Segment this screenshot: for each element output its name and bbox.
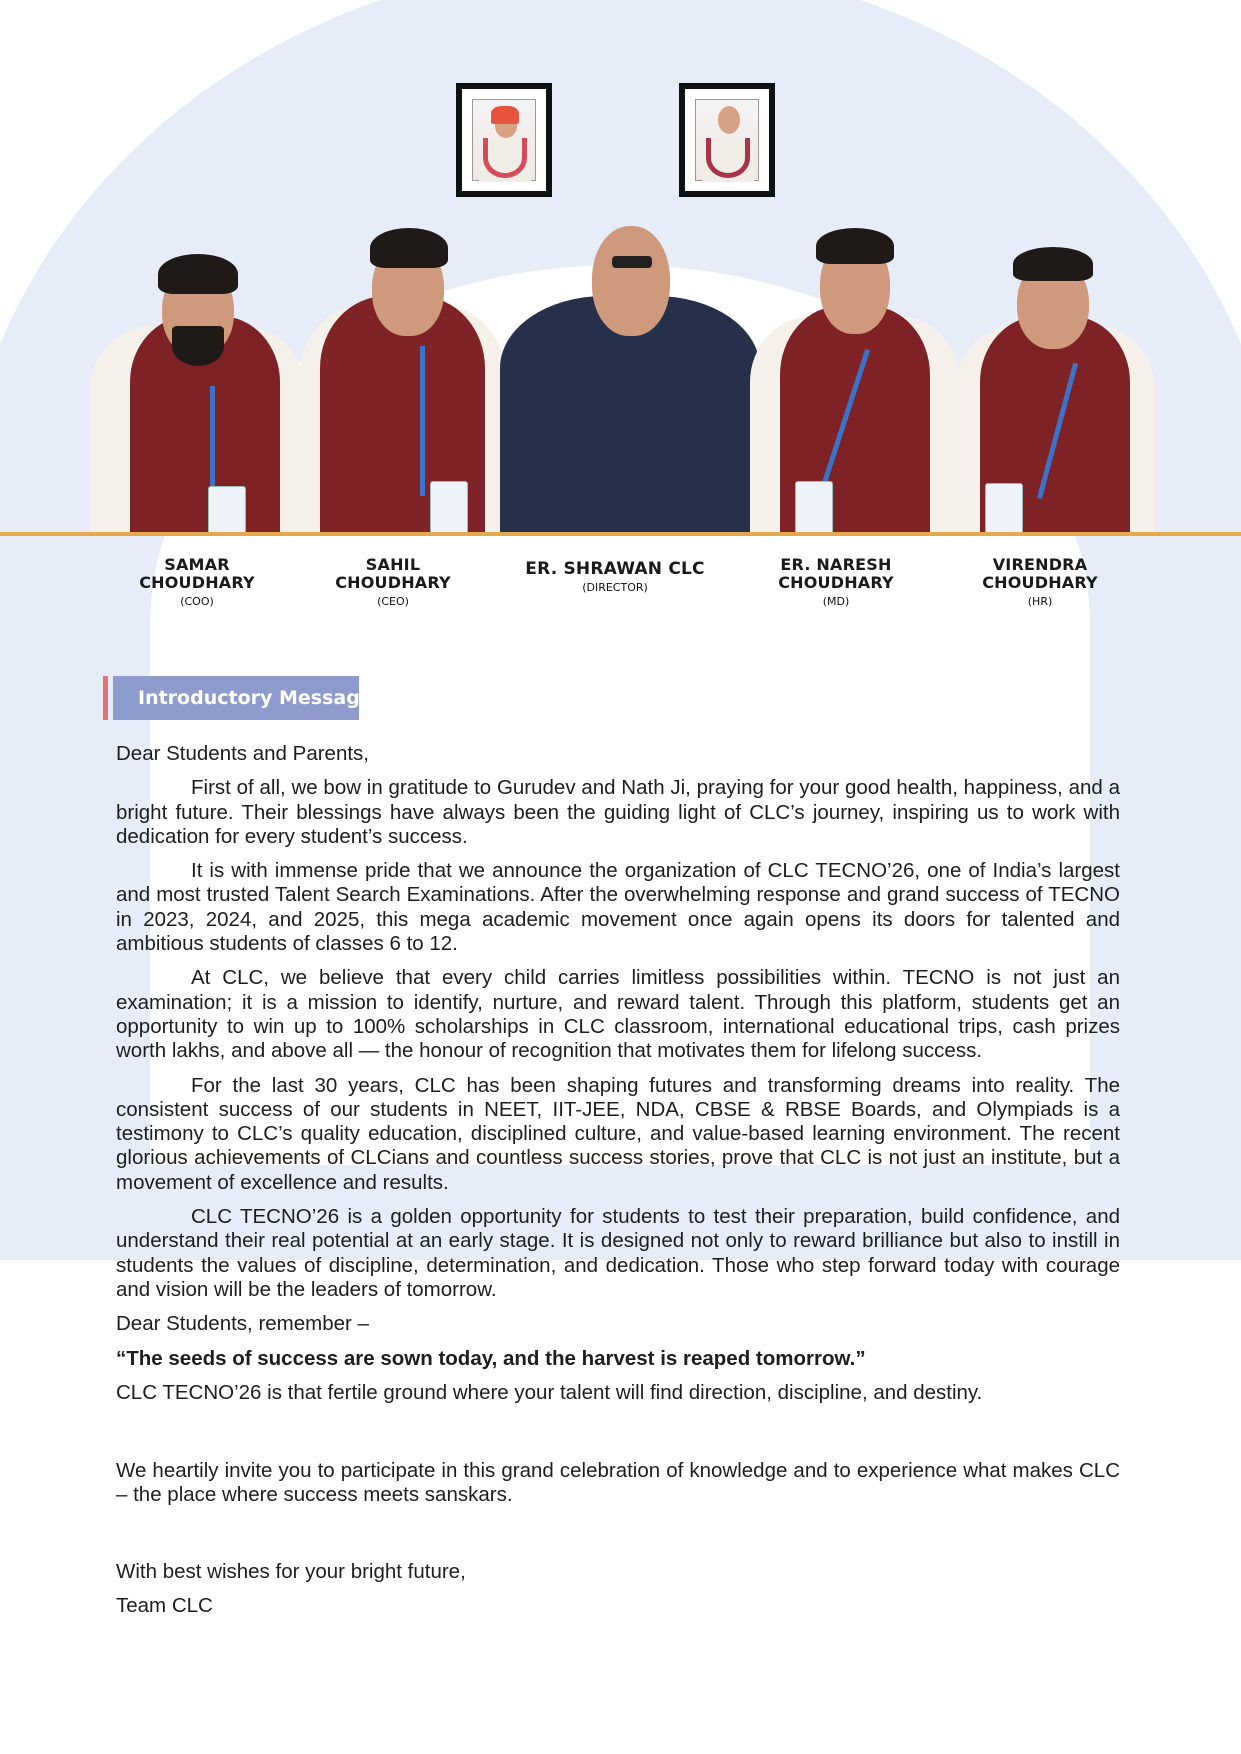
heading-accent-bar: [103, 676, 108, 720]
signature: Team CLC: [116, 1594, 213, 1618]
leader-role: (DIRECTOR): [582, 581, 648, 594]
invitation-paragraph: We heartily invite you to participate in this grand celebration of knowledge and to experience what makes CLC – the place where success meets sanskars.: [116, 1459, 1120, 1507]
leader-role: (CEO): [377, 595, 409, 608]
leader-name: SAMAR: [164, 555, 230, 574]
photo-er-shrawan-clc: [500, 206, 760, 536]
photo-er-naresh-choudhary: [750, 216, 960, 536]
photo-sahil-choudhary: [300, 216, 505, 536]
photo-samar-choudhary: [90, 236, 305, 536]
section-heading: [103, 676, 373, 720]
banner-accent-line: [0, 532, 1241, 536]
leader-card-shrawan: [525, 560, 704, 596]
fertile-ground-line: CLC TECNO’26 is that fertile ground where your talent will find direction, discipline, and destiny.: [116, 1380, 983, 1404]
photo-virendra-choudhary: [955, 231, 1155, 536]
paragraph-mission: At CLC, we believe that every child carries limitless possibilities within. TECNO is not just an examination; it is a mission to identify, nurture, and reward talent. Through this platform, students get an opportunity to win up to 100% scholarships in CLC classroom, international educational trips, cash prizes worth lakhs, and above all — the honour of recognition that motivates them for lifelong success.: [116, 966, 1120, 1063]
motto-quote: “The seeds of success are sown today, and the harvest is reaped tomorrow.”: [116, 1346, 866, 1370]
paragraph-gratitude: First of all, we bow in gratitude to Gurudev and Nath Ji, praying for your good health, happiness, and a bright future. Their blessings have always been the guiding light of CLC’s journey, inspiring us to work with dedication for every student’s success.: [116, 776, 1120, 848]
leader-card-sahil: [335, 556, 451, 610]
leader-surname: CHOUDHARY: [335, 573, 451, 592]
leader-name: VIRENDRA: [992, 555, 1088, 574]
section-title: Introductory Message: [113, 676, 359, 720]
leader-card-naresh: [778, 556, 894, 610]
leader-role: (COO): [180, 595, 214, 608]
closing-line: With best wishes for your bright future,: [116, 1559, 466, 1583]
leader-card-virendra: [982, 556, 1098, 610]
leader-role: (MD): [822, 595, 850, 608]
greeting: Dear Students and Parents,: [116, 742, 369, 765]
leadership-photo-banner: [0, 0, 1241, 536]
leader-name: ER. NARESH: [780, 555, 892, 574]
introductory-message-body: [116, 742, 1120, 1628]
leader-surname: CHOUDHARY: [139, 573, 255, 592]
portrait-frame-gurudev: [456, 83, 552, 197]
paragraph-announcement: It is with immense pride that we announce the organization of CLC TECNO’26, one of India’s largest and most trusted Talent Search Examinations. After the overwhelming response and grand success of TECNO in 2023, 2024, and 2025, this mega academic movement once again opens its doors for talented and ambitious students of classes 6 to 12.: [116, 859, 1120, 956]
leader-card-samar: [139, 556, 255, 610]
portrait-frame-nath-ji: [679, 83, 775, 197]
leadership-names: [0, 556, 1241, 616]
leader-name: ER. SHRAWAN CLC: [525, 559, 705, 579]
leader-surname: CHOUDHARY: [778, 573, 894, 592]
remember-line: Dear Students, remember –: [116, 1312, 369, 1336]
leader-role: (HR): [1027, 595, 1053, 608]
paragraph-history: For the last 30 years, CLC has been shaping futures and transforming dreams into reality. The consistent success of our students in NEET, IIT-JEE, NDA, CBSE & RBSE Boards, and Olympiads is a testimony to CLC’s quality education, disciplined culture, and value-based learning environment. The recent glorious achievements of CLCians and countless success stories, prove that CLC is not just an institute, but a movement of excellence and results.: [116, 1073, 1120, 1194]
leader-name: SAHIL: [365, 555, 421, 574]
paragraph-opportunity: CLC TECNO’26 is a golden opportunity for students to test their preparation, build confidence, and understand their real potential at an early stage. It is designed not only to reward brilliance but also to instill in students the values of discipline, determination, and dedication. Those who step forward today with courage and vision will be the leaders of tomorrow.: [116, 1205, 1120, 1301]
leader-surname: CHOUDHARY: [982, 573, 1098, 592]
